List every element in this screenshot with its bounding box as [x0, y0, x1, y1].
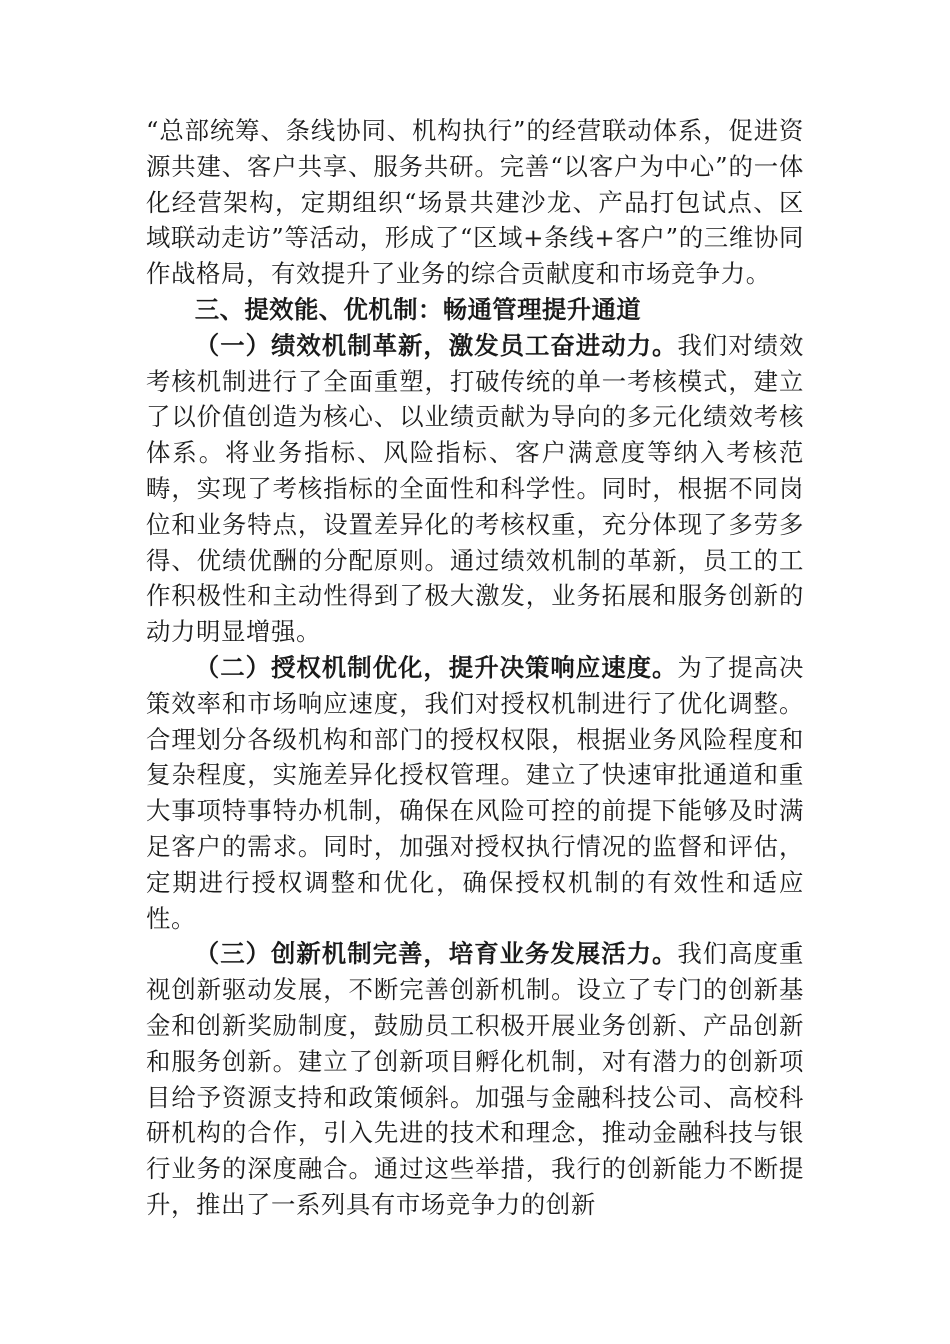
- paragraph-continuation: “总部统筹、条线协同、机构执行”的经营联动体系，促进资源共建、客户共享、服务共研。完善“以客户为中心”的一体化经营架构，定期组织“场景共建沙龙、产品打包试点、区域联动走访”等活动，形成了“区域+条线+客户”的三维协同作战格局，有效提升了业务的综合贡献度和市场竞争力。: [146, 116, 804, 289]
- subsection-innovation: [146, 936, 804, 1222]
- subsection-innovation-body: 我们高度重视创新驱动发展，不断完善创新机制。设立了专门的创新基金和创新奖励制度，鼓励员工积极开展业务创新、产品创新和服务创新。建立了创新项目孵化机制，对有潜力的创新项目给予资源支持和政策倾斜。加强与金融科技公司、高校科研机构的合作，引入先进的技术和理念，推动金融科技与银行业务的深度融合。通过这些举措，我行的创新能力不断提升，推出了一系列具有市场竞争力的创新: [146, 939, 804, 1219]
- section-heading-3: 三、提效能、优机制：畅通管理提升通道: [194, 294, 642, 324]
- document-body: [146, 113, 804, 1223]
- subsection-innovation-lead: （三）创新机制完善，培育业务发展活力。: [194, 939, 678, 969]
- subsection-authorization: [146, 650, 804, 936]
- subsection-authorization-lead: （二）授权机制优化，提升决策响应速度。: [194, 652, 678, 682]
- subsection-performance-lead: （一）绩效机制革新，激发员工奋进动力。: [194, 330, 678, 360]
- subsection-performance-body: 我们对绩效考核机制进行了全面重塑，打破传统的单一考核模式，建立了以价值创造为核心、以业绩贡献为导向的多元化绩效考核体系。将业务指标、风险指标、客户满意度等纳入考核范畴，实现了考核指标的全面性和科学性。同时，根据不同岗位和业务特点，设置差异化的考核权重，充分体现了多劳多得、优绩优酬的分配原则。通过绩效机制的革新，员工的工作积极性和主动性得到了极大激发，业务拓展和服务创新的动力明显增强。: [146, 330, 804, 647]
- subsection-performance: [146, 328, 804, 650]
- subsection-authorization-body: 为了提高决策效率和市场响应速度，我们对授权机制进行了优化调整。合理划分各级机构和部门的授权权限，根据业务风险程度和复杂程度，实施差异化授权管理。建立了快速审批通道和重大事项特事特办机制，确保在风险可控的前提下能够及时满足客户的需求。同时，加强对授权执行情况的监督和评估，定期进行授权调整和优化，确保授权机制的有效性和适应性。: [146, 652, 804, 933]
